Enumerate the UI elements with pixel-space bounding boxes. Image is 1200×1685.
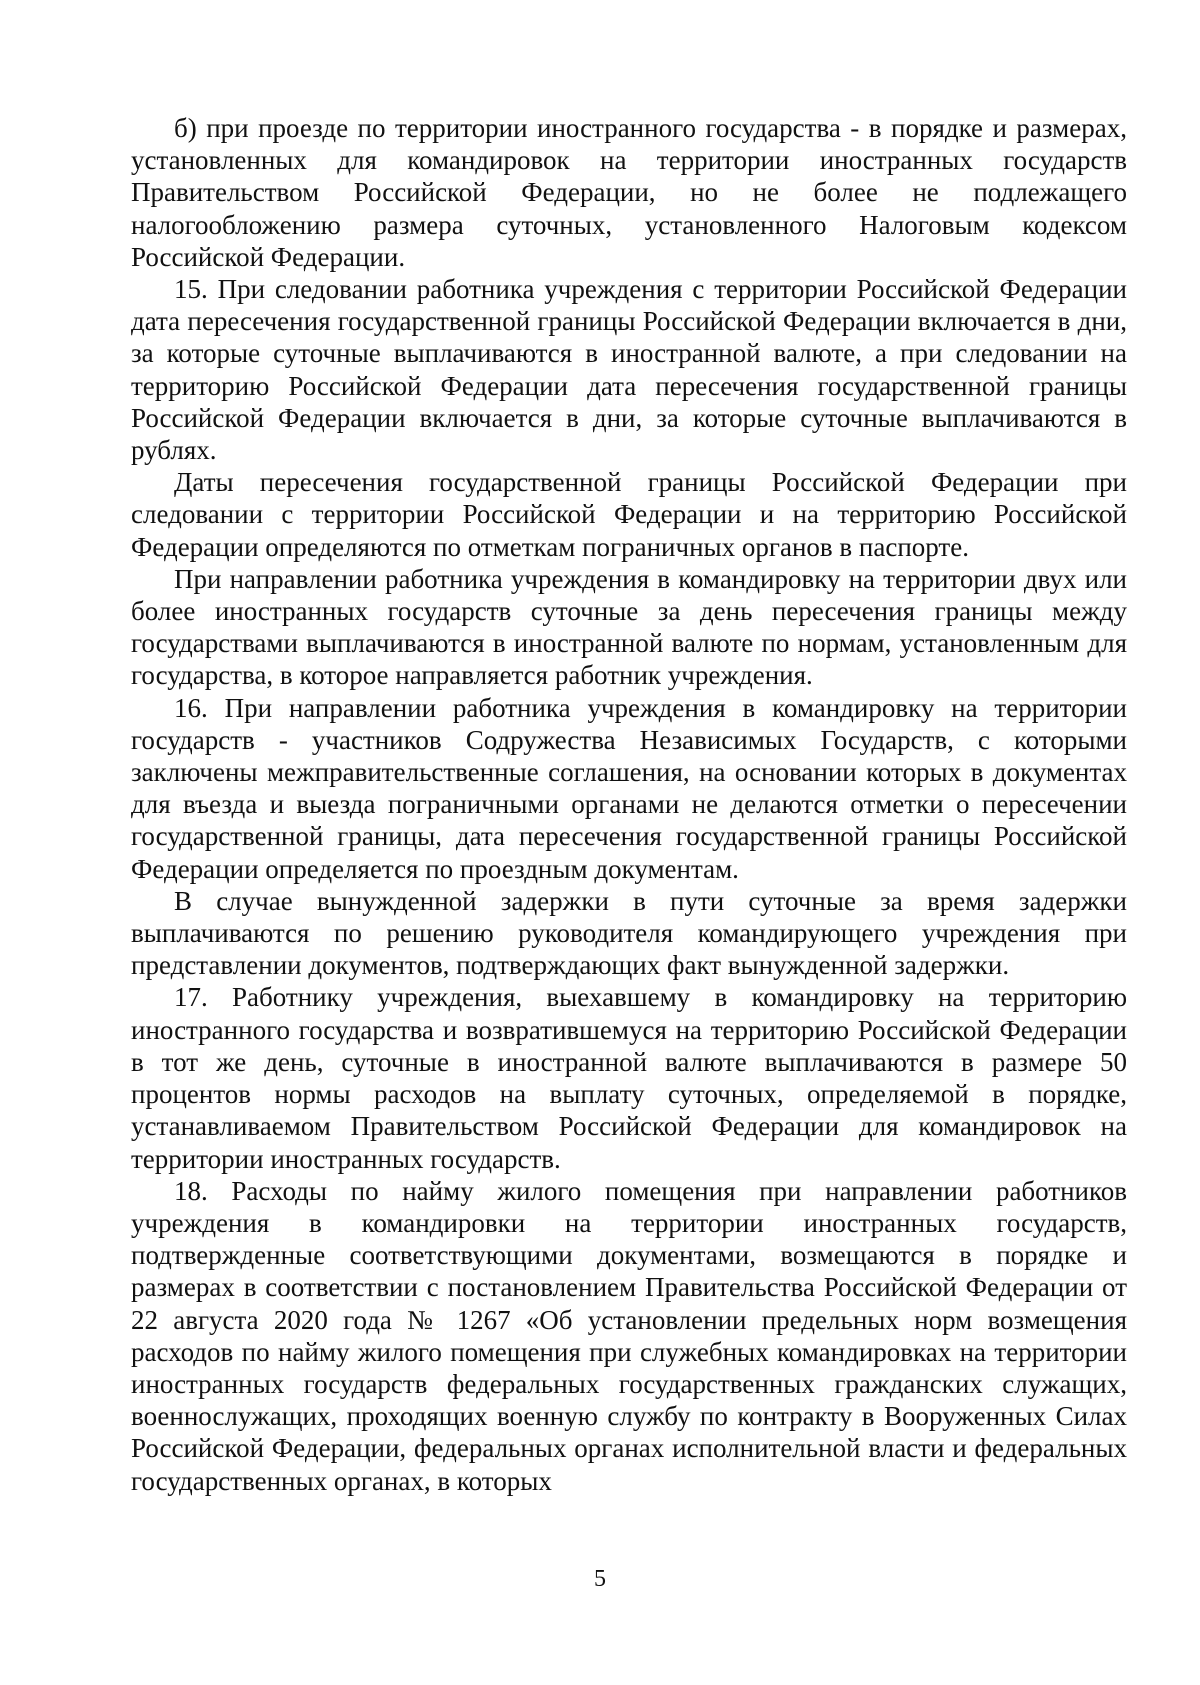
paragraph-17-same-day-return: 17. Работнику учреждения, выехавшему в командировку на территорию иностранного государства и возвратившемуся на территорию Российской Федерации в тот же день, суточные в иностранной валюте выплачиваются в размере 50 процентов нормы расходов на выплату суточных, определяемой в порядке, устанавливаемом Правительством Российской Федерации для командировок на территории иностранных государств. <box>131 982 1127 1174</box>
paragraph-15-border-crossing-date: 15. При следовании работника учреждения с территории Российской Федерации дата пересечения государственной границы Российской Федерации включается в дни, за которые суточные выплачиваются в иностранной валюте, а при следовании на территорию Российской Федерации дата пересечения государственной границы Российской Федерации включается в дни, за которые суточные выплачиваются в рублях. <box>131 274 1127 466</box>
paragraph-18-accommodation: 18. Расходы по найму жилого помещения при направлении работников учреждения в командировки на территории иностранных государств, подтвержденные соответствующими документами, возмещаются в порядке и размерах в соответствии с постановлением Правительства Российской Федерации от 22 августа 2020 года № 1267 «Об установлении предельных норм возмещения расходов по найму жилого помещения при служебных командировках на территории иностранных государств федеральных государственных гражданских служащих, военнослужащих, проходящих военную службу по контракту в Вооруженных Силах Российской Федерации, федеральных органах исполнительной власти и федеральных государственных органах, в которых <box>131 1175 1127 1496</box>
page-number: 5 <box>594 1566 606 1592</box>
paragraph-16-forced-delay: В случае вынужденной задержки в пути суточные за время задержки выплачиваются по решению руководителя командирующего учреждения при представлении документов, подтверждающих факт вынужденной задержки. <box>131 885 1127 981</box>
paragraph-1b-abroad-travel: б) при проезде по территории иностранного государства - в порядке и размерах, установленных для командировок на территории иностранных государств Правительством Российской Федерации, но не более не подлежащего налогообложению размера суточных, установленного Налоговым кодексом Российской Федерации. <box>131 113 1127 272</box>
paragraph-15-passport-marks: Даты пересечения государственной границы Российской Федерации при следовании с территории Российской Федерации и на территорию Российской Федерации определяются по отметкам пограничных органов в паспорте. <box>131 467 1127 562</box>
document-body <box>131 112 1127 1497</box>
paragraph-15-multiple-states: При направлении работника учреждения в командировку на территории двух или более иностранных государств суточные за день пересечения границы между государствами выплачиваются в иностранной валюте по нормам, установленным для государства, в которое направляется работник учреждения. <box>131 563 1127 691</box>
paragraph-16-cis-states: 16. При направлении работника учреждения в командировку на территории государств - участников Содружества Независимых Государств, с которыми заключены межправительственные соглашения, на основании которых в документах для въезда и выезда пограничными органами не делаются отметки о пересечении государственной границы, дата пересечения государственной границы Российской Федерации определяется по проездным документам. <box>131 692 1127 884</box>
